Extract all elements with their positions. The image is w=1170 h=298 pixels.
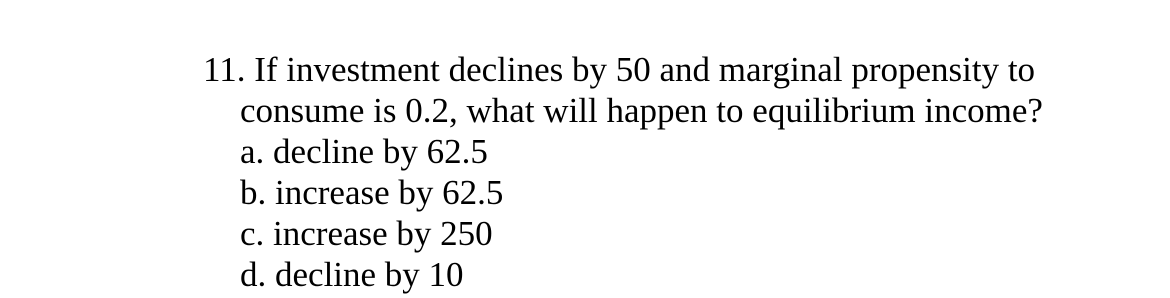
option-d: d. decline by 10 xyxy=(240,255,464,294)
option-b: b. increase by 62.5 xyxy=(240,173,504,212)
answer-options xyxy=(203,131,1153,295)
question-block xyxy=(203,49,1153,295)
option-c: c. increase by 250 xyxy=(240,214,493,253)
option-a: a. decline by 62.5 xyxy=(240,132,488,171)
question-stem: 11. If investment declines by 50 and marginal propensity to consume is 0.2, what will happen to equilibrium income? xyxy=(203,50,1043,130)
